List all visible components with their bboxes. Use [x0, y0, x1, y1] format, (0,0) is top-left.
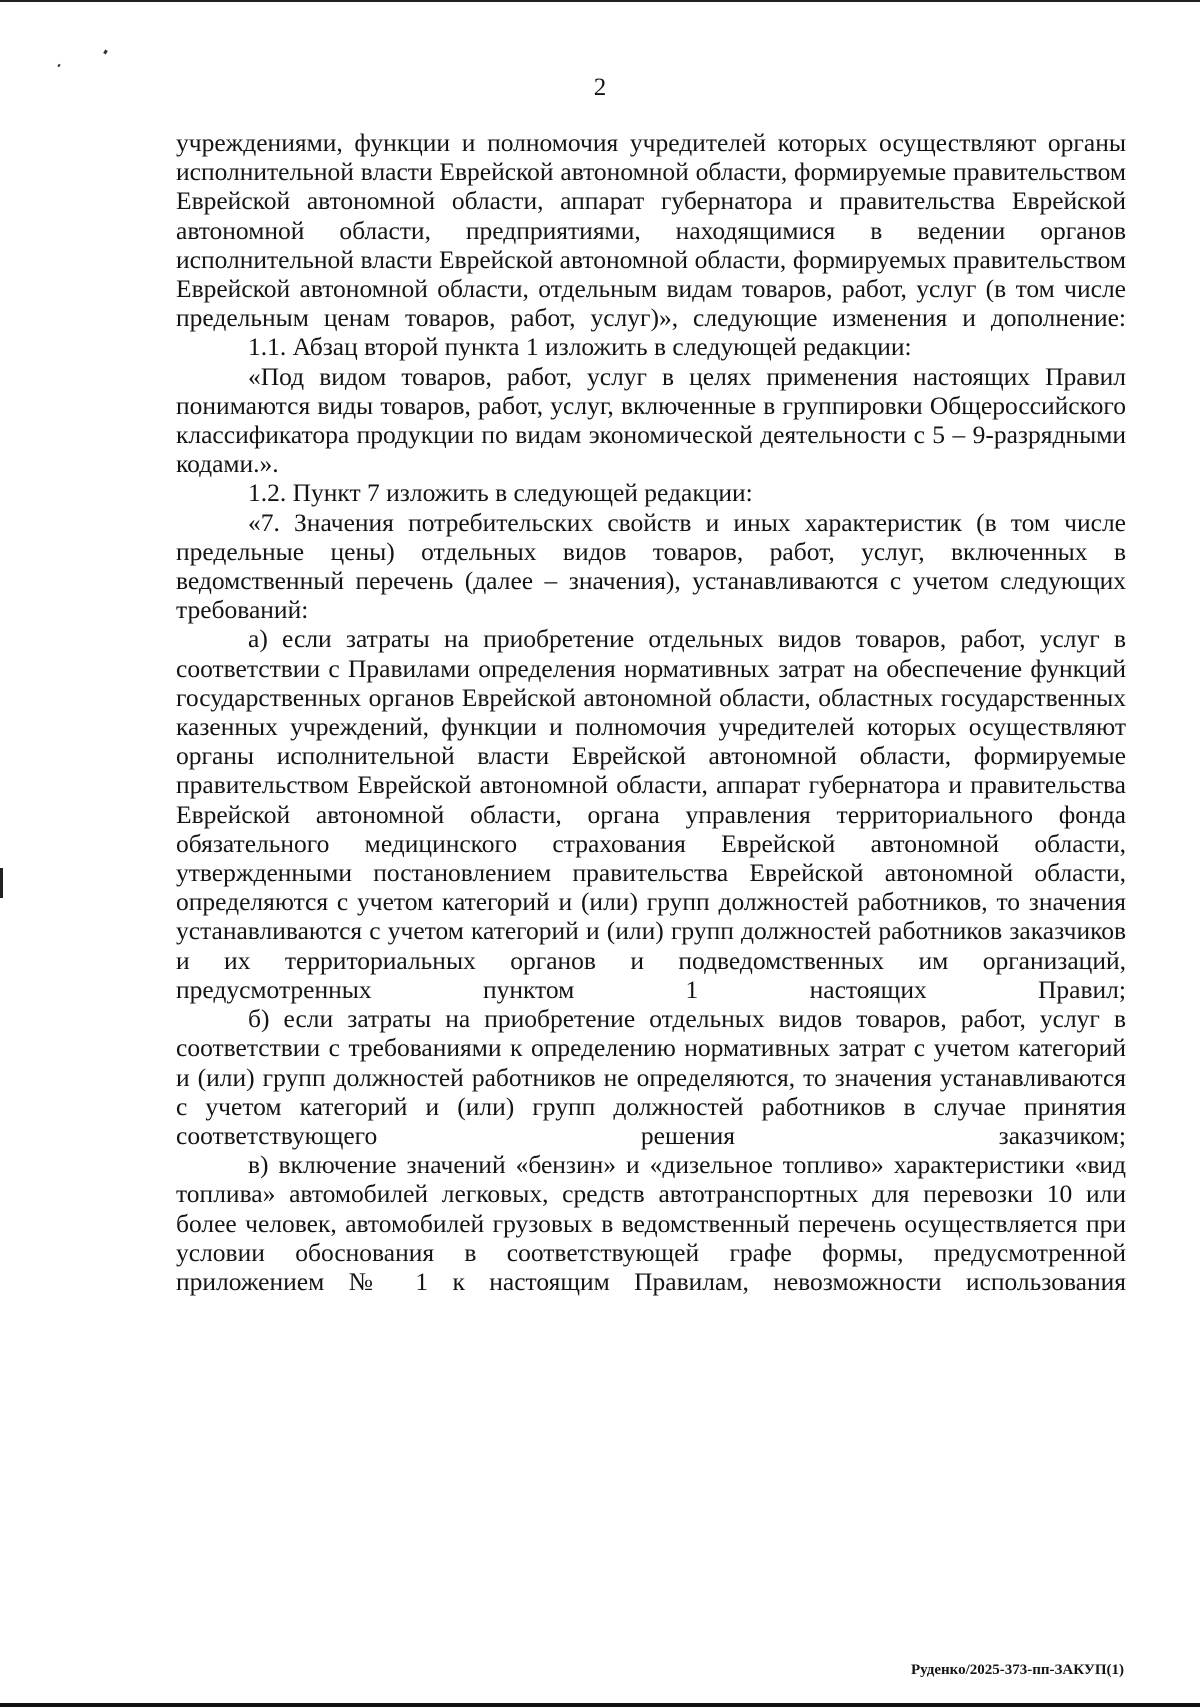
paragraph-7-v: в) включение значений «бензин» и «дизельное топливо» характеристики «вид топлива» автомобилей легковых, средств автотранспортных для перевозки 10 или более человек, автомобилей грузовых в ведомственный перечень осуществляется при условии обоснования в соответствующей графе формы, предусмотренной приложением № 1 к настоящим Правилам, невозможности использования — [176, 1150, 1126, 1296]
scan-speck — [103, 50, 108, 55]
paragraph-7-b: б) если затраты на приобретение отдельных видов товаров, работ, услуг в соответствии с требованиями к определению нормативных затрат с учетом категорий и (или) групп должностей работников не определяются, то значения устанавливаются с учетом категорий и (или) групп должностей работников в случае принятия соответствующего решения заказчиком; — [176, 1004, 1126, 1150]
scan-bottom-edge — [0, 1703, 1200, 1707]
paragraph-1-1-quote: «Под видом товаров, работ, услуг в целях применения настоящих Правил понимаются виды товаров, работ, услуг, включенные в группировки Общероссийского классификатора продукции по видам экономической деятельности с 5 – 9-разрядными кодами.». — [176, 361, 1126, 479]
paragraph-7-a: а) если затраты на приобретение отдельных видов товаров, работ, услуг в соответствии с Правилами определения нормативных затрат на обеспечение функций государственных органов Еврейской автономной области, областных государственных казенных учреждений, функции и полномочия учредителей которых осуществляют органы исполнительной власти Еврейской автономной области, формируемые правительством Еврейской автономной области, аппарат губернатора и правительства Еврейской автономной области, органа управления территориального фонда обязательного медицинского страхования Еврейской автономной области, утвержденными постановлением правительства Еврейской автономной области, определяются с учетом категорий и (или) групп должностей работников, то значения устанавливаются с учетом категорий и (или) групп должностей работников заказчиков и их территориальных органов и подведомственных им организаций, предусмотренных пунктом 1 настоящих Правил; — [176, 624, 1126, 1004]
page-number: 2 — [593, 74, 607, 101]
scan-speck — [57, 64, 60, 68]
paragraph-1-1: 1.1. Абзац второй пункта 1 изложить в следующей редакции: — [248, 332, 912, 362]
document-body — [176, 128, 1126, 1296]
scan-top-edge — [0, 0, 1200, 6]
paragraph-intro-continuation: учреждениями, функции и полномочия учредителей которых осуществляют органы исполнительной власти Еврейской автономной области, формируемые правительством Еврейской автономной области, аппарат губернатора и правительства Еврейской автономной области, предприятиями, находящимися в ведении органов исполнительной власти Еврейской автономной области, формируемых правительством Еврейской автономной области, отдельным видам товаров, работ, услуг (в том числе предельным ценам товаров, работ, услуг)», следующие изменения и дополнение: — [176, 128, 1126, 333]
paragraph-1-2: 1.2. Пункт 7 изложить в следующей редакции: — [248, 478, 753, 508]
paragraph-7: «7. Значения потребительских свойств и иных характеристик (в том числе предельные цены) отдельных видов товаров, работ, услуг, включенных в ведомственный перечень (далее – значения), устанавливаются с учетом следующих требований: — [176, 507, 1126, 625]
document-reference-code: Руденко/2025-373-пп-ЗАКУП(1) — [911, 1662, 1124, 1678]
scan-left-edge-mark — [0, 868, 3, 898]
